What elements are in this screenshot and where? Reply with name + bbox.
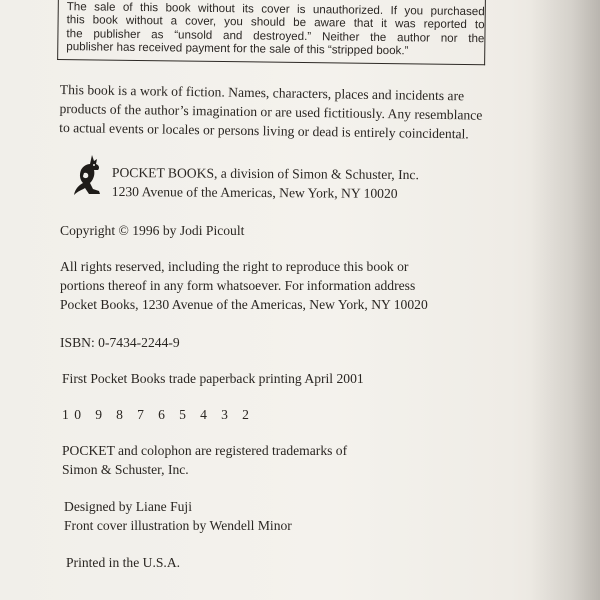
notice-line: The sale of this book without its cover is unauthorized. If you purchased bbox=[66, 0, 485, 19]
rights-line: Pocket Books, 1230 Avenue of the Americas, New York, NY 10020 bbox=[60, 297, 428, 312]
printed-in: Printed in the U.S.A. bbox=[66, 555, 181, 570]
copyright-line: Copyright © 1996 by Jodi Picoult bbox=[60, 223, 245, 238]
page-edge-shadow bbox=[530, 0, 600, 600]
rights-line: All rights reserved, including the right to reproduce this book or bbox=[60, 259, 409, 274]
trademark-line: Simon & Schuster, Inc. bbox=[62, 462, 189, 477]
notice-line: this book without a cover, you should be aware that it was reported to bbox=[66, 13, 485, 32]
publisher-name: POCKET BOOKS, a division of Simon & Schuster, Inc. bbox=[111, 164, 419, 183]
trademark-notice bbox=[62, 441, 347, 479]
cover-illustration-credit: Front cover illustration by Wendell Minor bbox=[64, 518, 292, 533]
notice-line: the publisher as “unsold and destroyed.” Neither the author nor the bbox=[66, 26, 485, 46]
notice-line: publisher has received payment for the sale of this “stripped book.” bbox=[66, 40, 409, 58]
fiction-disclaimer bbox=[59, 80, 483, 144]
trademark-line: POCKET and colophon are registered trademarks of bbox=[62, 443, 348, 458]
design-credits bbox=[64, 497, 292, 535]
publisher-address: 1230 Avenue of the Americas, New York, NY 10020 bbox=[111, 183, 398, 201]
fiction-line: to actual events or locales or persons living or dead is entirely coincidental. bbox=[59, 119, 469, 142]
stripped-book-notice bbox=[57, 0, 486, 65]
designer-credit: Designed by Liane Fuji bbox=[64, 499, 192, 514]
rights-statement bbox=[60, 257, 428, 314]
rights-line: portions thereof in any form whatsoever. For information address bbox=[60, 278, 416, 293]
printer-number-line: 10 9 8 7 6 5 4 3 2 bbox=[62, 407, 255, 422]
fiction-line: products of the author’s imagination or are used fictitiously. Any resemblance bbox=[59, 100, 483, 123]
fiction-line: This book is a work of fiction. Names, characters, places and incidents are bbox=[59, 81, 465, 104]
publisher-info bbox=[112, 163, 419, 203]
isbn: ISBN: 0-7434-2244-9 bbox=[60, 335, 180, 350]
kangaroo-logo-icon bbox=[70, 153, 104, 197]
first-printing: First Pocket Books trade paperback printing April 2001 bbox=[62, 371, 364, 386]
